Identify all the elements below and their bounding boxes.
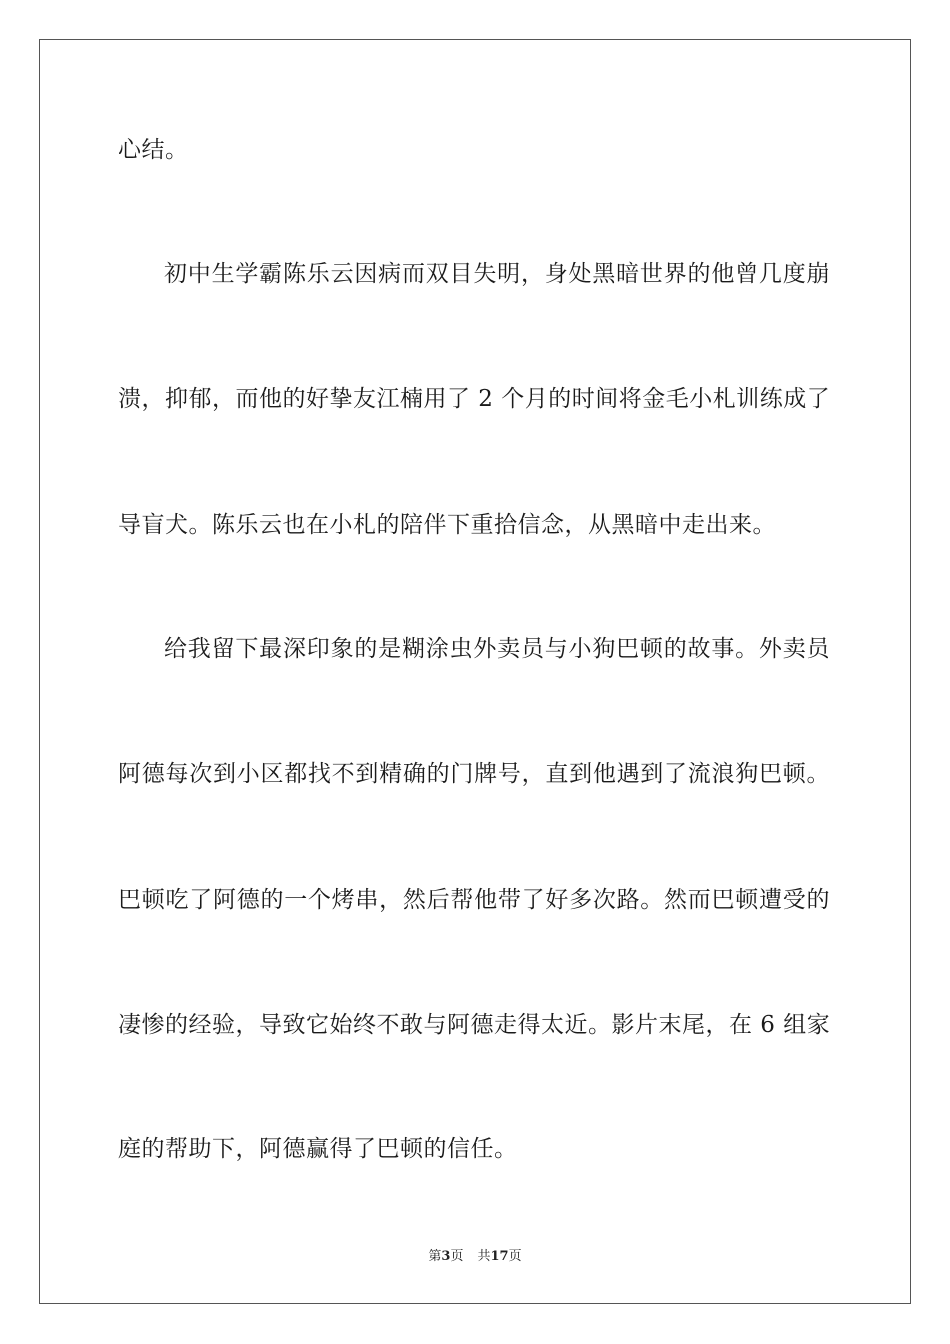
text-line-2: 初中生学霸陈乐云因病而双目失明，身处黑暗世界的他曾几度崩 (164, 261, 830, 287)
footer-page-number: 3 (441, 1249, 451, 1264)
footer-page-suffix: 页 (450, 1249, 464, 1264)
text-line-7: 巴顿吃了阿德的一个烤串，然后帮他带了好多次路。然而巴顿遭受的 (118, 887, 830, 913)
text-line-6: 阿德每次到小区都找不到精确的门牌号，直到他遇到了流浪狗巴顿。 (118, 761, 830, 787)
footer-total-pages: 17 (490, 1249, 509, 1264)
text-line-4: 导盲犬。陈乐云也在小札的陪伴下重拾信念，从黑暗中走出来。 (118, 512, 776, 538)
text-line-8: 凄惨的经验，导致它始终不敢与阿德走得太近。影片末尾，在 6 组家 (118, 1012, 831, 1038)
text-line-5: 给我留下最深印象的是糊涂虫外卖员与小狗巴顿的故事。外卖员 (164, 636, 830, 662)
text-line-1: 心结。 (118, 137, 189, 163)
text-line-9: 庭的帮助下，阿德赢得了巴顿的信任。 (118, 1136, 518, 1162)
footer-total-prefix: 共 (477, 1249, 491, 1264)
page-footer (0, 1248, 950, 1266)
footer-page-prefix: 第 (428, 1249, 442, 1264)
text-line-3: 溃，抑郁，而他的好挚友江楠用了 2 个月的时间将金毛小札训练成了 (118, 386, 831, 412)
footer-total-suffix: 页 (508, 1249, 522, 1264)
page-border (39, 39, 911, 1304)
